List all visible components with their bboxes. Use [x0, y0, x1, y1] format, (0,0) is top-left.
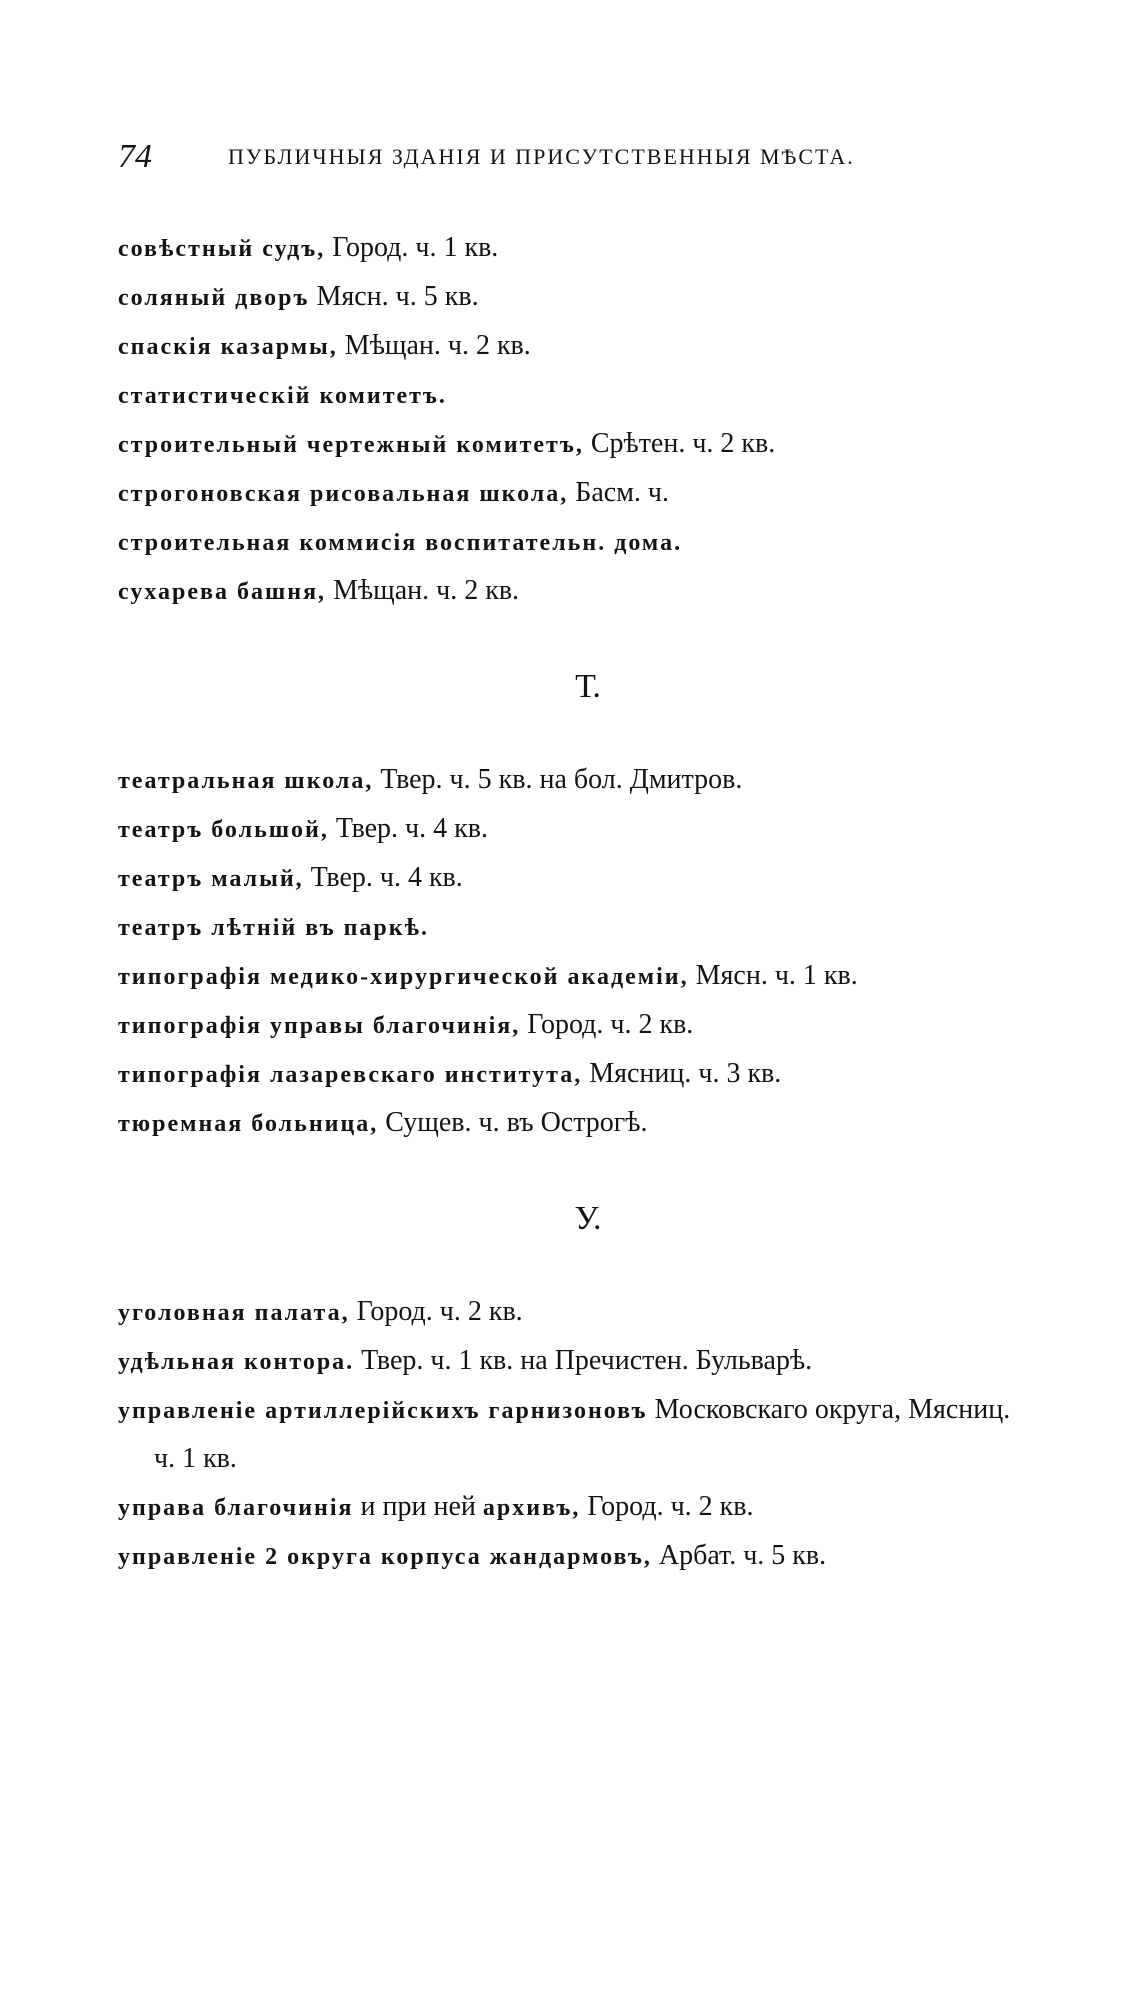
entry-name: типографія управы благочинія,: [118, 1013, 521, 1039]
entry-name: театральная школа,: [118, 768, 374, 794]
entry-detail: Твер. ч. 1 кв. на Пречистен. Бульварѣ.: [354, 1345, 813, 1376]
entry-name: типографія лазаревскаго института,: [118, 1062, 583, 1088]
entry: [118, 903, 1018, 952]
entry: [118, 322, 1018, 371]
entry-detail: Мясн. ч. 1 кв.: [688, 960, 858, 991]
entry-detail: Мѣщан. ч. 2 кв.: [326, 575, 520, 606]
entry-detail: Срѣтен. ч. 2 кв.: [583, 428, 776, 459]
entry-detail: Город. ч. 1 кв.: [325, 232, 499, 263]
entry: [118, 1483, 1018, 1532]
entry-name: уголовная палата,: [118, 1300, 350, 1326]
entry-name: театръ большой,: [118, 817, 329, 843]
entry-detail: Твер. ч. 4 кв.: [303, 862, 463, 893]
entry-detail: Мясниц. ч. 3 кв.: [582, 1058, 782, 1089]
entry-detail: Басм. ч.: [568, 477, 669, 508]
entry: [118, 756, 1018, 805]
entry-name: удѣльная контора.: [118, 1349, 355, 1375]
entry: [118, 1532, 1018, 1581]
entry-name: тюремная больница,: [118, 1111, 379, 1137]
entry-name: строительная коммисія воспитательн. дома.: [118, 530, 683, 556]
entry-detail: Московскаго округа, Мясниц. ч. 1 кв.: [154, 1394, 1011, 1474]
entry-name: соляный дворъ: [118, 285, 310, 311]
entry-name: управа благочинія: [118, 1495, 354, 1521]
entry: [118, 1099, 1018, 1148]
content: [118, 224, 1018, 1581]
entry: [118, 952, 1018, 1001]
entry-detail: Город. ч. 2 кв.: [520, 1009, 694, 1040]
section-heading-t: Т.: [575, 668, 601, 705]
entry-name: статистическій комитетъ.: [118, 383, 447, 409]
page-number: 74: [118, 138, 152, 175]
entry-name: типографія медико-хирургической академіи,: [118, 964, 689, 990]
entry-name: спаскія казармы,: [118, 334, 338, 360]
entry: [118, 805, 1018, 854]
entry: [118, 273, 1018, 322]
entry-name: совѣстный судъ,: [118, 236, 326, 262]
running-title: ПУБЛИЧНЫЯ ЗДАНІЯ И ПРИСУТСТВЕННЫЯ МѢСТА.: [228, 144, 855, 169]
entry: [118, 1337, 1018, 1386]
entry: [118, 1386, 1018, 1483]
entry-name: сухарева башня,: [118, 579, 327, 605]
section-heading-u: У.: [574, 1200, 602, 1237]
entry: [118, 1288, 1018, 1337]
entry-name: театръ лѣтній въ паркѣ.: [118, 915, 429, 941]
entry-detail: Город. ч. 2 кв.: [349, 1296, 523, 1327]
entry: [118, 567, 1018, 616]
entry-detail: Твер. ч. 5 кв. на бол. Дмитров.: [373, 764, 743, 795]
entry-name: управленіе 2 округа корпуса жандармовъ,: [118, 1544, 652, 1570]
entry: [118, 1050, 1018, 1099]
entry: [118, 224, 1018, 273]
entry-name-archive: архивъ,: [482, 1495, 581, 1521]
entry: [118, 854, 1018, 903]
entry-detail: Твер. ч. 4 кв.: [328, 813, 488, 844]
entry-detail: Мясн. ч. 5 кв.: [309, 281, 479, 312]
entry-name: управленіе артиллерійскихъ гарнизоновъ: [118, 1398, 648, 1424]
entry-name: театръ малый,: [118, 866, 304, 892]
page-header: [118, 138, 1018, 182]
entry: [118, 518, 1018, 567]
entry-detail: и при ней: [353, 1491, 483, 1522]
entry-detail: Арбат. ч. 5 кв.: [651, 1540, 827, 1571]
entry-detail-archive: Город. ч. 2 кв.: [580, 1491, 754, 1522]
entry: [118, 420, 1018, 469]
entry-name: строгоновская рисовальная школа,: [118, 481, 569, 507]
entry: [118, 371, 1018, 420]
entry-detail: Мѣщан. ч. 2 кв.: [337, 330, 531, 361]
entry: [118, 1001, 1018, 1050]
entry-name: строительный чертежный комитетъ,: [118, 432, 584, 458]
entry: [118, 469, 1018, 518]
entry-detail: Сущев. ч. въ Острогѣ.: [378, 1107, 648, 1138]
